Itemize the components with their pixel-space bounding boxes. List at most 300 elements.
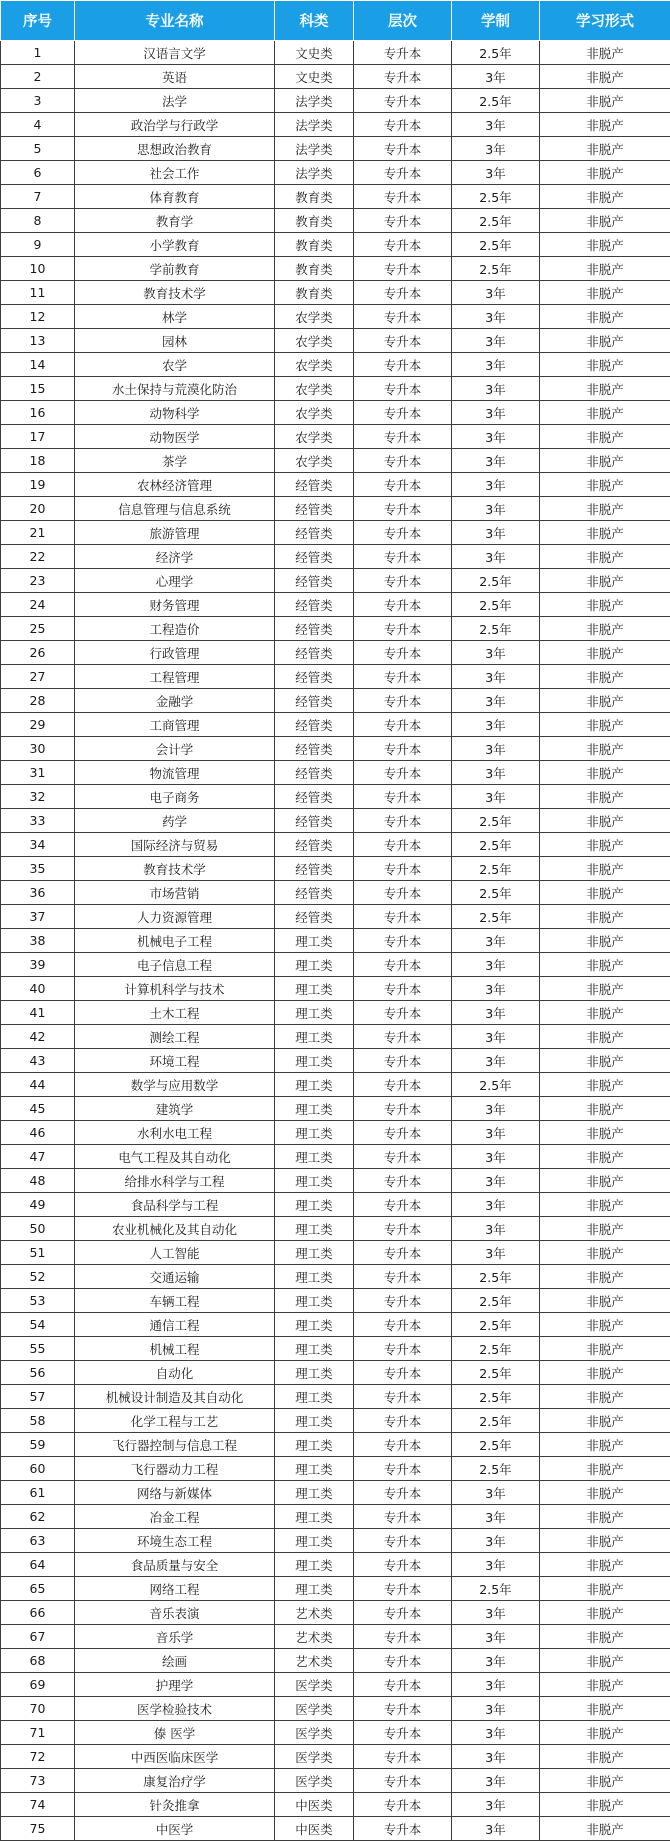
cell-duration: 3年 [452,1193,540,1217]
cell-duration: 2.5年 [452,209,540,233]
cell-study-mode: 非脱产 [540,1313,670,1337]
cell-index: 26 [1,641,75,665]
table-row [1,1649,670,1673]
cell-category: 教育类 [275,185,354,209]
cell-category: 理工类 [275,1025,354,1049]
table-row [1,113,670,137]
cell-index: 10 [1,257,75,281]
table-row [1,641,670,665]
table-row [1,305,670,329]
cell-duration: 2.5年 [452,185,540,209]
cell-index: 23 [1,569,75,593]
cell-study-mode: 非脱产 [540,1145,670,1169]
cell-study-mode: 非脱产 [540,761,670,785]
cell-duration: 3年 [452,545,540,569]
cell-category: 经管类 [275,545,354,569]
cell-index: 33 [1,809,75,833]
cell-major-name: 飞行器动力工程 [75,1457,275,1481]
cell-category: 经管类 [275,833,354,857]
cell-category: 中医类 [275,1817,354,1841]
cell-index: 55 [1,1337,75,1361]
cell-index: 38 [1,929,75,953]
table-row [1,713,670,737]
cell-level: 专升本 [354,353,452,377]
table-row [1,761,670,785]
cell-major-name: 自动化 [75,1361,275,1385]
cell-duration: 3年 [452,641,540,665]
cell-category: 理工类 [275,977,354,1001]
cell-level: 专升本 [354,1385,452,1409]
table-row [1,1121,670,1145]
table-row [1,1217,670,1241]
cell-category: 理工类 [275,1049,354,1073]
cell-duration: 2.5年 [452,857,540,881]
header-level: 层次 [354,1,452,41]
cell-major-name: 傣 医学 [75,1721,275,1745]
cell-study-mode: 非脱产 [540,1025,670,1049]
cell-study-mode: 非脱产 [540,1505,670,1529]
cell-study-mode: 非脱产 [540,1001,670,1025]
table-row [1,689,670,713]
cell-duration: 3年 [452,929,540,953]
cell-level: 专升本 [354,1601,452,1625]
cell-category: 经管类 [275,881,354,905]
cell-index: 70 [1,1697,75,1721]
table-row [1,1361,670,1385]
header-major-name: 专业名称 [75,1,275,41]
table-row [1,1265,670,1289]
cell-level: 专升本 [354,1481,452,1505]
table-row [1,1745,670,1769]
cell-study-mode: 非脱产 [540,473,670,497]
cell-level: 专升本 [354,1433,452,1457]
cell-level: 专升本 [354,257,452,281]
cell-duration: 3年 [452,1673,540,1697]
table-row [1,1169,670,1193]
cell-study-mode: 非脱产 [540,1721,670,1745]
cell-category: 医学类 [275,1745,354,1769]
cell-category: 农学类 [275,401,354,425]
cell-major-name: 金融学 [75,689,275,713]
cell-duration: 2.5年 [452,1385,540,1409]
cell-study-mode: 非脱产 [540,425,670,449]
cell-study-mode: 非脱产 [540,929,670,953]
cell-study-mode: 非脱产 [540,1121,670,1145]
cell-index: 39 [1,953,75,977]
cell-major-name: 行政管理 [75,641,275,665]
cell-category: 农学类 [275,305,354,329]
cell-level: 专升本 [354,137,452,161]
cell-index: 47 [1,1145,75,1169]
cell-index: 40 [1,977,75,1001]
cell-category: 理工类 [275,1433,354,1457]
cell-category: 理工类 [275,1457,354,1481]
cell-index: 7 [1,185,75,209]
cell-duration: 3年 [452,113,540,137]
cell-major-name: 物流管理 [75,761,275,785]
table-header [1,1,670,41]
cell-duration: 3年 [452,1553,540,1577]
table-row [1,353,670,377]
table-row [1,785,670,809]
cell-major-name: 食品质量与安全 [75,1553,275,1577]
cell-study-mode: 非脱产 [540,1433,670,1457]
cell-index: 3 [1,89,75,113]
table-row [1,329,670,353]
cell-index: 5 [1,137,75,161]
cell-duration: 3年 [452,305,540,329]
cell-category: 医学类 [275,1673,354,1697]
cell-study-mode: 非脱产 [540,1793,670,1817]
cell-duration: 3年 [452,1817,540,1841]
cell-study-mode: 非脱产 [540,1553,670,1577]
cell-index: 30 [1,737,75,761]
cell-study-mode: 非脱产 [540,1697,670,1721]
cell-index: 44 [1,1073,75,1097]
cell-level: 专升本 [354,1793,452,1817]
cell-major-name: 国际经济与贸易 [75,833,275,857]
table-row [1,1409,670,1433]
cell-category: 经管类 [275,905,354,929]
table-row [1,1337,670,1361]
cell-duration: 3年 [452,353,540,377]
cell-index: 21 [1,521,75,545]
cell-category: 文史类 [275,41,354,65]
cell-level: 专升本 [354,521,452,545]
table-row [1,497,670,521]
cell-level: 专升本 [354,1001,452,1025]
cell-duration: 3年 [452,953,540,977]
cell-duration: 3年 [452,1529,540,1553]
cell-study-mode: 非脱产 [540,785,670,809]
cell-level: 专升本 [354,89,452,113]
table-row [1,1001,670,1025]
table-row [1,281,670,305]
cell-duration: 3年 [452,1097,540,1121]
cell-study-mode: 非脱产 [540,185,670,209]
cell-major-name: 给排水科学与工程 [75,1169,275,1193]
table-row [1,401,670,425]
cell-study-mode: 非脱产 [540,233,670,257]
cell-duration: 2.5年 [452,617,540,641]
cell-index: 53 [1,1289,75,1313]
cell-category: 法学类 [275,137,354,161]
cell-duration: 3年 [452,1505,540,1529]
cell-category: 理工类 [275,1361,354,1385]
cell-level: 专升本 [354,305,452,329]
cell-study-mode: 非脱产 [540,209,670,233]
cell-index: 35 [1,857,75,881]
cell-category: 经管类 [275,593,354,617]
cell-major-name: 政治学与行政学 [75,113,275,137]
cell-study-mode: 非脱产 [540,1289,670,1313]
cell-study-mode: 非脱产 [540,1049,670,1073]
cell-category: 法学类 [275,113,354,137]
cell-index: 48 [1,1169,75,1193]
table-row [1,1793,670,1817]
cell-duration: 2.5年 [452,89,540,113]
cell-category: 教育类 [275,233,354,257]
cell-category: 理工类 [275,1241,354,1265]
cell-category: 理工类 [275,1145,354,1169]
cell-major-name: 护理学 [75,1673,275,1697]
cell-index: 4 [1,113,75,137]
cell-level: 专升本 [354,1721,452,1745]
cell-level: 专升本 [354,809,452,833]
cell-major-name: 医学检验技术 [75,1697,275,1721]
cell-duration: 3年 [452,65,540,89]
cell-category: 教育类 [275,257,354,281]
cell-level: 专升本 [354,497,452,521]
cell-study-mode: 非脱产 [540,689,670,713]
cell-study-mode: 非脱产 [540,809,670,833]
cell-index: 2 [1,65,75,89]
cell-duration: 3年 [452,137,540,161]
cell-category: 经管类 [275,809,354,833]
cell-level: 专升本 [354,1529,452,1553]
cell-category: 经管类 [275,569,354,593]
cell-index: 51 [1,1241,75,1265]
table-row [1,953,670,977]
cell-major-name: 工商管理 [75,713,275,737]
cell-major-name: 林学 [75,305,275,329]
cell-level: 专升本 [354,473,452,497]
cell-major-name: 通信工程 [75,1313,275,1337]
cell-study-mode: 非脱产 [540,137,670,161]
cell-level: 专升本 [354,1505,452,1529]
cell-major-name: 教育技术学 [75,857,275,881]
cell-study-mode: 非脱产 [540,1361,670,1385]
cell-category: 理工类 [275,1577,354,1601]
cell-index: 58 [1,1409,75,1433]
cell-study-mode: 非脱产 [540,737,670,761]
cell-duration: 2.5年 [452,1409,540,1433]
cell-duration: 2.5年 [452,1433,540,1457]
cell-duration: 3年 [452,1793,540,1817]
cell-major-name: 茶学 [75,449,275,473]
cell-study-mode: 非脱产 [540,1769,670,1793]
cell-major-name: 飞行器控制与信息工程 [75,1433,275,1457]
cell-level: 专升本 [354,425,452,449]
cell-study-mode: 非脱产 [540,377,670,401]
cell-level: 专升本 [354,1169,452,1193]
cell-index: 29 [1,713,75,737]
cell-duration: 3年 [452,1745,540,1769]
cell-level: 专升本 [354,1673,452,1697]
cell-category: 经管类 [275,761,354,785]
cell-duration: 3年 [452,1217,540,1241]
cell-level: 专升本 [354,929,452,953]
cell-category: 经管类 [275,785,354,809]
cell-index: 22 [1,545,75,569]
cell-category: 经管类 [275,473,354,497]
cell-major-name: 康复治疗学 [75,1769,275,1793]
cell-index: 8 [1,209,75,233]
header-study-mode: 学习形式 [540,1,670,41]
cell-duration: 3年 [452,521,540,545]
cell-category: 经管类 [275,617,354,641]
cell-study-mode: 非脱产 [540,1073,670,1097]
cell-category: 农学类 [275,353,354,377]
table-row [1,1625,670,1649]
cell-level: 专升本 [354,41,452,65]
cell-level: 专升本 [354,1649,452,1673]
cell-level: 专升本 [354,401,452,425]
cell-duration: 3年 [452,737,540,761]
cell-index: 73 [1,1769,75,1793]
cell-duration: 3年 [452,1481,540,1505]
cell-index: 28 [1,689,75,713]
table-row [1,1457,670,1481]
cell-level: 专升本 [354,1697,452,1721]
cell-level: 专升本 [354,1553,452,1577]
cell-category: 经管类 [275,713,354,737]
cell-index: 68 [1,1649,75,1673]
cell-level: 专升本 [354,593,452,617]
cell-duration: 2.5年 [452,233,540,257]
cell-major-name: 计算机科学与技术 [75,977,275,1001]
cell-major-name: 人力资源管理 [75,905,275,929]
table-row [1,1025,670,1049]
cell-duration: 3年 [452,377,540,401]
cell-level: 专升本 [354,1121,452,1145]
cell-duration: 2.5年 [452,1265,540,1289]
cell-duration: 2.5年 [452,41,540,65]
cell-index: 75 [1,1817,75,1841]
cell-category: 理工类 [275,1529,354,1553]
cell-study-mode: 非脱产 [540,89,670,113]
cell-duration: 2.5年 [452,809,540,833]
cell-major-name: 思想政治教育 [75,137,275,161]
cell-index: 43 [1,1049,75,1073]
cell-major-name: 体育教育 [75,185,275,209]
cell-level: 专升本 [354,1313,452,1337]
cell-index: 67 [1,1625,75,1649]
cell-category: 理工类 [275,1409,354,1433]
cell-study-mode: 非脱产 [540,977,670,1001]
cell-major-name: 水土保持与荒漠化防治 [75,377,275,401]
cell-category: 理工类 [275,1553,354,1577]
cell-category: 理工类 [275,929,354,953]
cell-duration: 2.5年 [452,1577,540,1601]
table-row [1,617,670,641]
cell-major-name: 信息管理与信息系统 [75,497,275,521]
cell-index: 25 [1,617,75,641]
cell-category: 农学类 [275,425,354,449]
cell-major-name: 电气工程及其自动化 [75,1145,275,1169]
cell-category: 法学类 [275,89,354,113]
cell-major-name: 农林经济管理 [75,473,275,497]
table-row [1,473,670,497]
table-row [1,1601,670,1625]
cell-category: 艺术类 [275,1649,354,1673]
cell-category: 医学类 [275,1721,354,1745]
cell-duration: 3年 [452,1697,540,1721]
cell-level: 专升本 [354,1025,452,1049]
cell-level: 专升本 [354,65,452,89]
cell-level: 专升本 [354,233,452,257]
cell-study-mode: 非脱产 [540,305,670,329]
cell-duration: 3年 [452,473,540,497]
table-row [1,1577,670,1601]
cell-index: 14 [1,353,75,377]
header-duration: 学制 [452,1,540,41]
cell-level: 专升本 [354,113,452,137]
table-row [1,1553,670,1577]
cell-level: 专升本 [354,1769,452,1793]
cell-level: 专升本 [354,161,452,185]
header-row [1,1,670,41]
cell-study-mode: 非脱产 [540,953,670,977]
cell-index: 45 [1,1097,75,1121]
cell-category: 理工类 [275,1385,354,1409]
cell-duration: 3年 [452,1049,540,1073]
cell-major-name: 音乐学 [75,1625,275,1649]
cell-major-name: 针灸推拿 [75,1793,275,1817]
cell-index: 24 [1,593,75,617]
cell-level: 专升本 [354,1817,452,1841]
table-row [1,1073,670,1097]
cell-study-mode: 非脱产 [540,1529,670,1553]
cell-duration: 3年 [452,281,540,305]
cell-study-mode: 非脱产 [540,569,670,593]
table-row [1,833,670,857]
cell-index: 74 [1,1793,75,1817]
cell-major-name: 电子商务 [75,785,275,809]
table-row [1,425,670,449]
cell-level: 专升本 [354,737,452,761]
cell-major-name: 旅游管理 [75,521,275,545]
cell-study-mode: 非脱产 [540,1241,670,1265]
cell-index: 72 [1,1745,75,1769]
cell-duration: 3年 [452,713,540,737]
cell-study-mode: 非脱产 [540,449,670,473]
header-category: 科类 [275,1,354,41]
table-row [1,1145,670,1169]
cell-major-name: 建筑学 [75,1097,275,1121]
cell-major-name: 水利水电工程 [75,1121,275,1145]
cell-level: 专升本 [354,1193,452,1217]
cell-major-name: 工程造价 [75,617,275,641]
cell-level: 专升本 [354,953,452,977]
cell-study-mode: 非脱产 [540,1457,670,1481]
cell-major-name: 环境工程 [75,1049,275,1073]
cell-index: 60 [1,1457,75,1481]
cell-category: 经管类 [275,737,354,761]
cell-study-mode: 非脱产 [540,113,670,137]
cell-index: 41 [1,1001,75,1025]
cell-study-mode: 非脱产 [540,905,670,929]
table-row [1,545,670,569]
cell-study-mode: 非脱产 [540,329,670,353]
cell-category: 教育类 [275,281,354,305]
cell-level: 专升本 [354,1289,452,1313]
cell-duration: 3年 [452,329,540,353]
cell-duration: 3年 [452,1721,540,1745]
cell-index: 46 [1,1121,75,1145]
cell-study-mode: 非脱产 [540,713,670,737]
cell-duration: 3年 [452,161,540,185]
cell-level: 专升本 [354,569,452,593]
cell-study-mode: 非脱产 [540,257,670,281]
cell-index: 61 [1,1481,75,1505]
cell-index: 27 [1,665,75,689]
table-row [1,209,670,233]
cell-study-mode: 非脱产 [540,353,670,377]
cell-level: 专升本 [354,449,452,473]
cell-duration: 2.5年 [452,1313,540,1337]
cell-study-mode: 非脱产 [540,1673,670,1697]
